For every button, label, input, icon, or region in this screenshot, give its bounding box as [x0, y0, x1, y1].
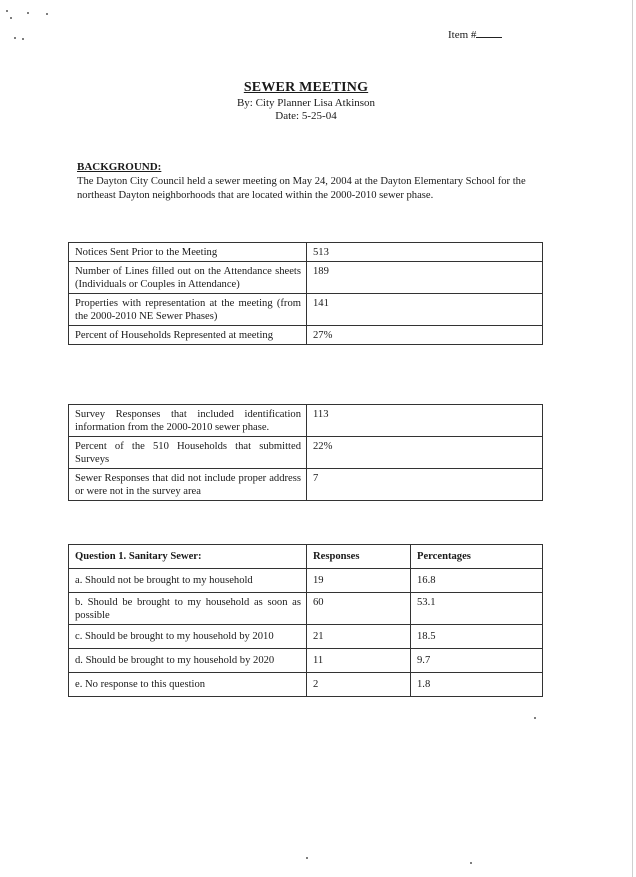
row-value: 22%	[307, 437, 543, 469]
table-row	[69, 294, 543, 326]
row-label: Survey Responses that included identification information from the 2000-2010 sewer phase.	[69, 405, 307, 437]
percentage-cell: 18.5	[411, 625, 543, 649]
answer-cell: e. No response to this question	[69, 673, 307, 697]
answer-cell: d. Should be brought to my household by 2020	[69, 649, 307, 673]
percentage-cell: 1.8	[411, 673, 543, 697]
responses-cell: 2	[307, 673, 411, 697]
table-row	[69, 405, 543, 437]
responses-cell: 19	[307, 569, 411, 593]
item-number-label: Item #	[448, 29, 477, 41]
answer-cell: b. Should be brought to my household as soon as possible	[69, 593, 307, 625]
table-row	[69, 649, 543, 673]
row-value: 113	[307, 405, 543, 437]
survey-table	[68, 404, 543, 501]
table-row	[69, 243, 543, 262]
table-row	[69, 673, 543, 697]
row-label: Properties with representation at the meeting (from the 2000-2010 NE Sewer Phases)	[69, 294, 307, 326]
attendance-table	[68, 242, 543, 345]
item-number	[448, 27, 502, 41]
row-label: Number of Lines filled out on the Attendance sheets (Individuals or Couples in Attendance)	[69, 262, 307, 294]
row-value: 141	[307, 294, 543, 326]
row-value: 7	[307, 469, 543, 501]
document-title: SEWER MEETING	[243, 80, 369, 95]
percentage-cell: 16.8	[411, 569, 543, 593]
row-label: Percent of Households Represented at meeting	[69, 326, 307, 345]
percentage-cell: 9.7	[411, 649, 543, 673]
background-heading: BACKGROUND:	[77, 161, 162, 173]
table-row	[69, 326, 543, 345]
item-number-blank	[476, 27, 502, 38]
table-header-row	[69, 545, 543, 569]
table-row	[69, 569, 543, 593]
byline: By: City Planner Lisa Atkinson	[236, 97, 376, 109]
answer-cell: a. Should not be brought to my household	[69, 569, 307, 593]
table-row	[69, 437, 543, 469]
table-row	[69, 625, 543, 649]
responses-cell: 60	[307, 593, 411, 625]
header-responses: Responses	[307, 545, 411, 569]
row-label: Sewer Responses that did not include proper address or were not in the survey area	[69, 469, 307, 501]
table-row	[69, 262, 543, 294]
scan-edge-line	[632, 0, 633, 877]
header-question: Question 1. Sanitary Sewer:	[69, 545, 307, 569]
percentage-cell: 53.1	[411, 593, 543, 625]
question1-table	[68, 544, 543, 697]
row-label: Percent of the 510 Households that submitted Surveys	[69, 437, 307, 469]
document-date: Date: 5-25-04	[275, 110, 337, 122]
row-value: 27%	[307, 326, 543, 345]
row-value: 189	[307, 262, 543, 294]
header-percentages: Percentages	[411, 545, 543, 569]
row-value: 513	[307, 243, 543, 262]
responses-cell: 21	[307, 625, 411, 649]
answer-cell: c. Should be brought to my household by 2010	[69, 625, 307, 649]
table-row	[69, 593, 543, 625]
background-text: The Dayton City Council held a sewer meeting on May 24, 2004 at the Dayton Elementary School for the northeast Dayton neighborhoods that are located within the 2000-2010 sewer phase.	[77, 176, 526, 201]
responses-cell: 11	[307, 649, 411, 673]
row-label: Notices Sent Prior to the Meeting	[69, 243, 307, 262]
table-row	[69, 469, 543, 501]
